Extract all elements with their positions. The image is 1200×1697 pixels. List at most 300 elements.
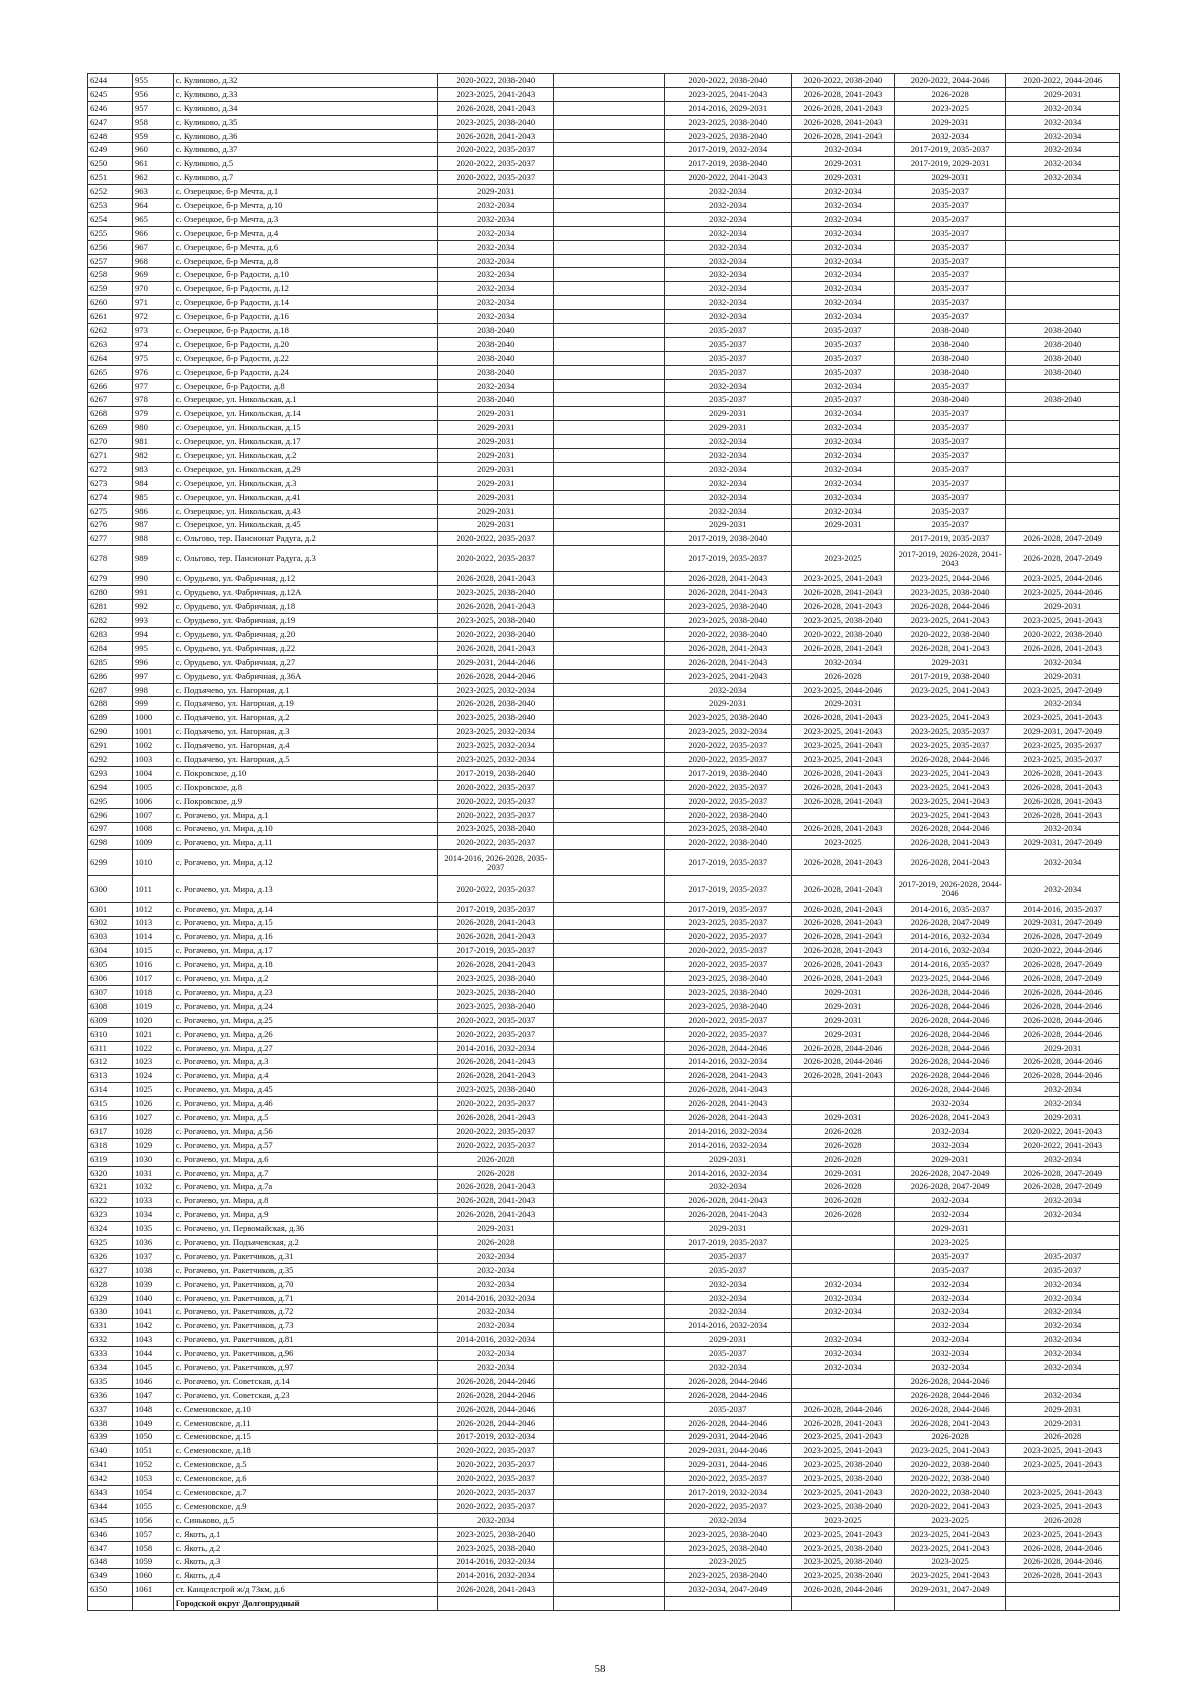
period-1-cell: 2026-2028, 2041-2043 xyxy=(438,572,554,586)
house-code-cell: 1036 xyxy=(133,1236,174,1250)
period-3-cell: 2032-2034 xyxy=(664,435,792,449)
period-2-cell xyxy=(554,1027,664,1041)
address-cell: с. Озерецкое, ул. Никольская, д.41 xyxy=(173,490,438,504)
period-2-cell xyxy=(554,916,664,930)
period-3-cell: 2020-2022, 2038-2040 xyxy=(664,808,792,822)
period-6-cell xyxy=(1006,462,1120,476)
table-row xyxy=(88,421,1120,435)
period-1-cell: 2020-2022, 2035-2037 xyxy=(438,1472,554,1486)
period-1-cell: 2032-2034 xyxy=(438,1277,554,1291)
period-2-cell xyxy=(554,794,664,808)
period-1-cell: 2032-2034 xyxy=(438,296,554,310)
period-6-cell: 2029-2031 xyxy=(1006,1111,1120,1125)
period-2-cell xyxy=(554,1236,664,1250)
house-code-cell: 958 xyxy=(133,115,174,129)
row-number-cell: 6294 xyxy=(88,780,133,794)
table-row xyxy=(88,1055,1120,1069)
period-3-cell: 2026-2028, 2044-2046 xyxy=(664,1416,792,1430)
table-row xyxy=(88,407,1120,421)
period-3-cell: 2032-2034 xyxy=(664,296,792,310)
row-number-cell: 6325 xyxy=(88,1236,133,1250)
house-code-cell: 957 xyxy=(133,101,174,115)
table-row xyxy=(88,655,1120,669)
period-3-cell: 2023-2025 xyxy=(664,1555,792,1569)
table-row xyxy=(88,972,1120,986)
period-5-cell: 2020-2022, 2038-2040 xyxy=(894,1472,1005,1486)
period-5-cell: 2035-2037 xyxy=(894,296,1005,310)
period-2-cell xyxy=(554,1458,664,1472)
period-3-cell: 2026-2028, 2041-2043 xyxy=(664,1069,792,1083)
period-6-cell: 2029-2031 xyxy=(1006,600,1120,614)
period-2-cell xyxy=(554,379,664,393)
period-3-cell: 2020-2022, 2035-2037 xyxy=(664,739,792,753)
period-4-cell: 2032-2034 xyxy=(792,310,895,324)
address-cell: с. Рогачево, ул. Ракетчиков, д.70 xyxy=(173,1277,438,1291)
period-4-cell xyxy=(792,808,895,822)
period-1-cell: 2014-2016, 2032-2034 xyxy=(438,1041,554,1055)
period-6-cell: 2029-2031 xyxy=(1006,669,1120,683)
period-6-cell: 2032-2034 xyxy=(1006,129,1120,143)
period-1-cell: 2029-2031 xyxy=(438,435,554,449)
address-cell: с. Озерецкое, б-р Радости, д.20 xyxy=(173,337,438,351)
address-cell: с. Рогачево, ул. Мира, д.24 xyxy=(173,999,438,1013)
house-code-cell: 1039 xyxy=(133,1277,174,1291)
period-1-cell: 2026-2028, 2044-2046 xyxy=(438,669,554,683)
period-5-cell xyxy=(894,1597,1005,1611)
house-code-cell: 1043 xyxy=(133,1333,174,1347)
period-3-cell: 2026-2028, 2041-2043 xyxy=(664,586,792,600)
row-number-cell: 6302 xyxy=(88,916,133,930)
address-cell: с. Орудьево, ул. Фабричная, д.18 xyxy=(173,600,438,614)
period-3-cell: 2020-2022, 2035-2037 xyxy=(664,1027,792,1041)
row-number-cell: 6275 xyxy=(88,504,133,518)
period-2-cell xyxy=(554,1583,664,1597)
row-number-cell: 6256 xyxy=(88,240,133,254)
period-4-cell xyxy=(792,1374,895,1388)
period-3-cell: 2017-2019, 2035-2037 xyxy=(664,902,792,916)
address-cell: с. Озерецкое, б-р Мечта, д.8 xyxy=(173,254,438,268)
period-6-cell: 2032-2034 xyxy=(1006,1388,1120,1402)
period-4-cell: 2026-2028, 2041-2043 xyxy=(792,129,895,143)
period-6-cell: 2029-2031, 2047-2049 xyxy=(1006,836,1120,850)
row-number-cell: 6298 xyxy=(88,836,133,850)
table-row xyxy=(88,435,1120,449)
table-row xyxy=(88,572,1120,586)
address-cell: с. Покровское, д.8 xyxy=(173,780,438,794)
period-3-cell: 2017-2019, 2038-2040 xyxy=(664,532,792,546)
address-cell: с. Рогачево, ул. Мира, д.13 xyxy=(173,876,438,902)
period-4-cell: 2035-2037 xyxy=(792,351,895,365)
period-3-cell: 2032-2034 xyxy=(664,199,792,213)
period-4-cell: 2032-2034 xyxy=(792,1347,895,1361)
period-3-cell: 2029-2031 xyxy=(664,697,792,711)
address-cell: с. Озерецкое, б-р Радости, д.8 xyxy=(173,379,438,393)
period-4-cell: 2029-2031 xyxy=(792,1111,895,1125)
period-1-cell: 2032-2034 xyxy=(438,1263,554,1277)
period-4-cell xyxy=(792,1319,895,1333)
address-cell: с. Семеновское, д.11 xyxy=(173,1416,438,1430)
period-5-cell: 2026-2028 xyxy=(894,1430,1005,1444)
period-5-cell: 2023-2025, 2035-2037 xyxy=(894,725,1005,739)
period-3-cell: 2014-2016, 2029-2031 xyxy=(664,101,792,115)
address-cell: с. Рогачево, ул. Ракетчиков, д.31 xyxy=(173,1249,438,1263)
house-code-cell: 1054 xyxy=(133,1486,174,1500)
row-number-cell: 6338 xyxy=(88,1416,133,1430)
table-row xyxy=(88,1430,1120,1444)
period-4-cell: 2029-2031 xyxy=(792,999,895,1013)
address-cell: с. Рогачево, ул. Мира, д.2 xyxy=(173,972,438,986)
period-3-cell: 2023-2025, 2038-2040 xyxy=(664,129,792,143)
period-3-cell: 2029-2031, 2044-2046 xyxy=(664,1444,792,1458)
period-5-cell: 2032-2034 xyxy=(894,1333,1005,1347)
table-row xyxy=(88,365,1120,379)
period-4-cell: 2032-2034 xyxy=(792,254,895,268)
house-code-cell: 999 xyxy=(133,697,174,711)
house-code-cell: 1030 xyxy=(133,1152,174,1166)
table-row xyxy=(88,1236,1120,1250)
period-3-cell: 2032-2034 xyxy=(664,1291,792,1305)
period-5-cell: 2014-2016, 2035-2037 xyxy=(894,902,1005,916)
period-6-cell xyxy=(1006,421,1120,435)
period-2-cell xyxy=(554,240,664,254)
period-2-cell xyxy=(554,1361,664,1375)
period-4-cell: 2023-2025, 2041-2043 xyxy=(792,1527,895,1541)
house-code-cell: 970 xyxy=(133,282,174,296)
period-1-cell: 2014-2016, 2032-2034 xyxy=(438,1555,554,1569)
address-cell: с. Рогачево, ул. Мира, д.16 xyxy=(173,930,438,944)
house-code-cell: 1058 xyxy=(133,1541,174,1555)
period-5-cell: 2026-2028, 2044-2046 xyxy=(894,600,1005,614)
period-5-cell: 2035-2037 xyxy=(894,240,1005,254)
period-5-cell: 2026-2028, 2041-2043 xyxy=(894,641,1005,655)
period-2-cell xyxy=(554,393,664,407)
period-6-cell: 2032-2034 xyxy=(1006,1083,1120,1097)
house-code-cell: 981 xyxy=(133,435,174,449)
period-5-cell: 2035-2037 xyxy=(894,490,1005,504)
address-cell: с. Озерецкое, ул. Никольская, д.45 xyxy=(173,518,438,532)
period-1-cell: 2026-2028, 2041-2043 xyxy=(438,1583,554,1597)
period-5-cell: 2032-2034 xyxy=(894,1097,1005,1111)
period-2-cell xyxy=(554,711,664,725)
period-4-cell: 2035-2037 xyxy=(792,337,895,351)
period-1-cell: 2017-2019, 2035-2037 xyxy=(438,944,554,958)
period-2-cell xyxy=(554,1291,664,1305)
period-6-cell: 2032-2034 xyxy=(1006,1152,1120,1166)
period-6-cell xyxy=(1006,1236,1120,1250)
table-row xyxy=(88,739,1120,753)
row-number-cell: 6318 xyxy=(88,1138,133,1152)
period-6-cell: 2032-2034 xyxy=(1006,1277,1120,1291)
period-1-cell: 2032-2034 xyxy=(438,254,554,268)
period-6-cell: 2023-2025, 2041-2043 xyxy=(1006,1458,1120,1472)
period-6-cell: 2023-2025, 2041-2043 xyxy=(1006,1486,1120,1500)
house-code-cell: 956 xyxy=(133,87,174,101)
period-3-cell: 2035-2037 xyxy=(664,351,792,365)
period-3-cell: 2017-2019, 2038-2040 xyxy=(664,157,792,171)
period-1-cell: 2029-2031 xyxy=(438,1222,554,1236)
table-row xyxy=(88,1458,1120,1472)
table-row xyxy=(88,1347,1120,1361)
period-2-cell xyxy=(554,930,664,944)
period-6-cell: 2032-2034 xyxy=(1006,1208,1120,1222)
table-row xyxy=(88,822,1120,836)
period-6-cell xyxy=(1006,296,1120,310)
period-3-cell: 2026-2028, 2044-2046 xyxy=(664,1041,792,1055)
table-row xyxy=(88,600,1120,614)
house-code-cell: 1050 xyxy=(133,1430,174,1444)
period-2-cell xyxy=(554,1388,664,1402)
period-1-cell: 2029-2031 xyxy=(438,185,554,199)
address-cell: с. Якоть, д.3 xyxy=(173,1555,438,1569)
row-number-cell: 6346 xyxy=(88,1527,133,1541)
period-3-cell: 2026-2028, 2041-2043 xyxy=(664,655,792,669)
house-code-cell: 967 xyxy=(133,240,174,254)
period-1-cell: 2038-2040 xyxy=(438,324,554,338)
period-4-cell: 2029-2031 xyxy=(792,1166,895,1180)
period-3-cell xyxy=(664,1597,792,1611)
period-1-cell: 2023-2025, 2032-2034 xyxy=(438,753,554,767)
row-number-cell: 6304 xyxy=(88,944,133,958)
period-2-cell xyxy=(554,876,664,902)
period-1-cell: 2020-2022, 2035-2037 xyxy=(438,143,554,157)
period-4-cell: 2023-2025, 2038-2040 xyxy=(792,1458,895,1472)
house-code-cell: 1010 xyxy=(133,850,174,876)
table-row xyxy=(88,876,1120,902)
row-number-cell: 6311 xyxy=(88,1041,133,1055)
house-code-cell: 1012 xyxy=(133,902,174,916)
address-cell: с. Озерецкое, б-р Радости, д.14 xyxy=(173,296,438,310)
house-code-cell: 973 xyxy=(133,324,174,338)
period-2-cell xyxy=(554,476,664,490)
period-4-cell: 2032-2034 xyxy=(792,655,895,669)
period-4-cell: 2032-2034 xyxy=(792,199,895,213)
period-5-cell: 2026-2028 xyxy=(894,87,1005,101)
period-5-cell: 2020-2022, 2038-2040 xyxy=(894,628,1005,642)
house-code-cell: 961 xyxy=(133,157,174,171)
address-cell: с. Рогачево, ул. Мира, д.11 xyxy=(173,836,438,850)
period-3-cell: 2020-2022, 2035-2037 xyxy=(664,780,792,794)
period-5-cell: 2023-2025, 2044-2046 xyxy=(894,972,1005,986)
row-number-cell: 6282 xyxy=(88,614,133,628)
table-row xyxy=(88,780,1120,794)
period-6-cell: 2035-2037 xyxy=(1006,1249,1120,1263)
row-number-cell: 6331 xyxy=(88,1319,133,1333)
row-number-cell: 6293 xyxy=(88,766,133,780)
period-3-cell: 2035-2037 xyxy=(664,1249,792,1263)
house-code-cell: 968 xyxy=(133,254,174,268)
period-6-cell: 2026-2028, 2044-2046 xyxy=(1006,999,1120,1013)
period-6-cell: 2026-2028, 2047-2049 xyxy=(1006,930,1120,944)
period-1-cell: 2026-2028, 2041-2043 xyxy=(438,1111,554,1125)
period-2-cell xyxy=(554,1277,664,1291)
period-4-cell: 2026-2028, 2041-2043 xyxy=(792,902,895,916)
period-5-cell: 2023-2025, 2041-2043 xyxy=(894,1541,1005,1555)
row-number-cell: 6258 xyxy=(88,268,133,282)
period-1-cell: 2026-2028, 2044-2046 xyxy=(438,1416,554,1430)
row-number-cell: 6250 xyxy=(88,157,133,171)
period-3-cell: 2020-2022, 2035-2037 xyxy=(664,944,792,958)
period-6-cell: 2026-2028, 2041-2043 xyxy=(1006,1569,1120,1583)
row-number-cell: 6335 xyxy=(88,1374,133,1388)
row-number-cell: 6308 xyxy=(88,999,133,1013)
period-6-cell: 2023-2025, 2035-2037 xyxy=(1006,739,1120,753)
period-1-cell: 2026-2028, 2041-2043 xyxy=(438,1055,554,1069)
address-cell: с. Рогачево, ул. Первомайская, д.36 xyxy=(173,1222,438,1236)
period-3-cell: 2029-2031 xyxy=(664,421,792,435)
period-2-cell xyxy=(554,1208,664,1222)
period-5-cell: 2017-2019, 2026-2028, 2041-2043 xyxy=(894,546,1005,572)
period-4-cell: 2026-2028, 2041-2043 xyxy=(792,972,895,986)
row-number-cell: 6319 xyxy=(88,1152,133,1166)
row-number-cell: 6339 xyxy=(88,1430,133,1444)
period-4-cell: 2023-2025, 2041-2043 xyxy=(792,572,895,586)
period-4-cell: 2032-2034 xyxy=(792,490,895,504)
table-row xyxy=(88,641,1120,655)
row-number-cell: 6334 xyxy=(88,1361,133,1375)
house-code-cell: 1006 xyxy=(133,794,174,808)
table-row xyxy=(88,1263,1120,1277)
address-cell: с. Озерецкое, б-р Мечта, д.3 xyxy=(173,212,438,226)
period-6-cell: 2026-2028, 2041-2043 xyxy=(1006,780,1120,794)
house-code-cell: 1025 xyxy=(133,1083,174,1097)
period-2-cell xyxy=(554,1527,664,1541)
address-cell: с. Орудьево, ул. Фабричная, д.19 xyxy=(173,614,438,628)
period-1-cell: 2023-2025, 2038-2040 xyxy=(438,986,554,1000)
period-3-cell: 2020-2022, 2038-2040 xyxy=(664,74,792,88)
period-4-cell: 2026-2028, 2044-2046 xyxy=(792,1055,895,1069)
table-row xyxy=(88,1180,1120,1194)
house-code-cell: 1011 xyxy=(133,876,174,902)
period-2-cell xyxy=(554,902,664,916)
period-4-cell: 2035-2037 xyxy=(792,324,895,338)
period-4-cell: 2026-2028, 2044-2046 xyxy=(792,1041,895,1055)
period-6-cell: 2023-2025, 2041-2043 xyxy=(1006,1444,1120,1458)
period-1-cell: 2032-2034 xyxy=(438,1305,554,1319)
period-3-cell: 2014-2016, 2032-2034 xyxy=(664,1124,792,1138)
period-2-cell xyxy=(554,780,664,794)
table-row xyxy=(88,1527,1120,1541)
period-1-cell: 2026-2028 xyxy=(438,1152,554,1166)
table-row xyxy=(88,1319,1120,1333)
period-1-cell: 2029-2031, 2044-2046 xyxy=(438,655,554,669)
period-3-cell: 2023-2025, 2038-2040 xyxy=(664,1569,792,1583)
row-number-cell: 6321 xyxy=(88,1180,133,1194)
period-5-cell: 2023-2025, 2041-2043 xyxy=(894,614,1005,628)
period-3-cell: 2023-2025, 2038-2040 xyxy=(664,999,792,1013)
period-3-cell: 2035-2037 xyxy=(664,1263,792,1277)
period-4-cell xyxy=(792,1249,895,1263)
table-row xyxy=(88,711,1120,725)
address-cell: ст. Канцелстрой ж/д 73км, д.6 xyxy=(173,1583,438,1597)
period-5-cell: 2035-2037 xyxy=(894,268,1005,282)
period-6-cell xyxy=(1006,240,1120,254)
period-6-cell: 2032-2034 xyxy=(1006,171,1120,185)
address-cell: с. Семеновское, д.6 xyxy=(173,1472,438,1486)
house-code-cell: 1014 xyxy=(133,930,174,944)
period-1-cell: 2029-2031 xyxy=(438,490,554,504)
row-number-cell: 6254 xyxy=(88,212,133,226)
period-1-cell: 2017-2019, 2035-2037 xyxy=(438,902,554,916)
row-number-cell: 6248 xyxy=(88,129,133,143)
row-number-cell: 6341 xyxy=(88,1458,133,1472)
period-3-cell: 2032-2034 xyxy=(664,212,792,226)
period-5-cell: 2017-2019, 2035-2037 xyxy=(894,143,1005,157)
period-6-cell xyxy=(1006,185,1120,199)
period-1-cell: 2032-2034 xyxy=(438,1513,554,1527)
period-2-cell xyxy=(554,822,664,836)
period-6-cell: 2026-2028, 2047-2049 xyxy=(1006,546,1120,572)
period-4-cell: 2032-2034 xyxy=(792,143,895,157)
row-number-cell: 6280 xyxy=(88,586,133,600)
period-2-cell xyxy=(554,1138,664,1152)
period-4-cell: 2032-2034 xyxy=(792,185,895,199)
period-1-cell: 2026-2028, 2041-2043 xyxy=(438,930,554,944)
period-6-cell: 2032-2034 xyxy=(1006,143,1120,157)
house-code-cell: 1027 xyxy=(133,1111,174,1125)
period-6-cell: 2026-2028, 2047-2049 xyxy=(1006,958,1120,972)
period-4-cell: 2029-2031 xyxy=(792,986,895,1000)
period-5-cell: 2035-2037 xyxy=(894,449,1005,463)
period-6-cell xyxy=(1006,1374,1120,1388)
period-1-cell xyxy=(438,1597,554,1611)
period-1-cell: 2023-2025, 2038-2040 xyxy=(438,972,554,986)
row-number-cell: 6344 xyxy=(88,1499,133,1513)
period-4-cell: 2032-2034 xyxy=(792,1361,895,1375)
period-6-cell: 2023-2025, 2041-2043 xyxy=(1006,711,1120,725)
house-code-cell: 997 xyxy=(133,669,174,683)
period-2-cell xyxy=(554,586,664,600)
period-1-cell: 2023-2025, 2038-2040 xyxy=(438,1083,554,1097)
house-code-cell: 1053 xyxy=(133,1472,174,1486)
period-6-cell: 2035-2037 xyxy=(1006,1263,1120,1277)
period-3-cell: 2035-2037 xyxy=(664,1402,792,1416)
period-3-cell: 2029-2031 xyxy=(664,1152,792,1166)
period-1-cell: 2029-2031 xyxy=(438,518,554,532)
period-5-cell: 2026-2028, 2044-2046 xyxy=(894,1083,1005,1097)
address-cell: с. Орудьево, ул. Фабричная, д.12А xyxy=(173,586,438,600)
period-5-cell: 2026-2028, 2044-2046 xyxy=(894,1041,1005,1055)
table-row xyxy=(88,1583,1120,1597)
period-4-cell: 2029-2031 xyxy=(792,1027,895,1041)
period-5-cell: 2020-2022, 2044-2046 xyxy=(894,74,1005,88)
period-3-cell: 2023-2025, 2041-2043 xyxy=(664,669,792,683)
address-cell: с. Куликово, д.33 xyxy=(173,87,438,101)
period-6-cell: 2032-2034 xyxy=(1006,1097,1120,1111)
row-number-cell: 6347 xyxy=(88,1541,133,1555)
period-5-cell: 2032-2034 xyxy=(894,1208,1005,1222)
period-2-cell xyxy=(554,1305,664,1319)
row-number-cell: 6343 xyxy=(88,1486,133,1500)
period-2-cell xyxy=(554,669,664,683)
address-cell: с. Подъячево, ул. Нагорная, д.4 xyxy=(173,739,438,753)
period-3-cell: 2029-2031, 2044-2046 xyxy=(664,1430,792,1444)
period-1-cell: 2023-2025, 2032-2034 xyxy=(438,739,554,753)
address-cell: с. Озерецкое, б-р Радости, д.24 xyxy=(173,365,438,379)
period-2-cell xyxy=(554,129,664,143)
table-row xyxy=(88,254,1120,268)
row-number-cell: 6333 xyxy=(88,1347,133,1361)
period-1-cell: 2020-2022, 2035-2037 xyxy=(438,836,554,850)
period-6-cell: 2026-2028, 2047-2049 xyxy=(1006,532,1120,546)
period-1-cell: 2038-2040 xyxy=(438,337,554,351)
address-cell: с. Рогачево, ул. Мира, д.25 xyxy=(173,1013,438,1027)
period-1-cell: 2026-2028, 2041-2043 xyxy=(438,641,554,655)
row-number-cell: 6278 xyxy=(88,546,133,572)
period-1-cell: 2029-2031 xyxy=(438,449,554,463)
period-5-cell: 2023-2025, 2041-2043 xyxy=(894,1569,1005,1583)
period-5-cell: 2023-2025, 2041-2043 xyxy=(894,794,1005,808)
period-6-cell xyxy=(1006,490,1120,504)
